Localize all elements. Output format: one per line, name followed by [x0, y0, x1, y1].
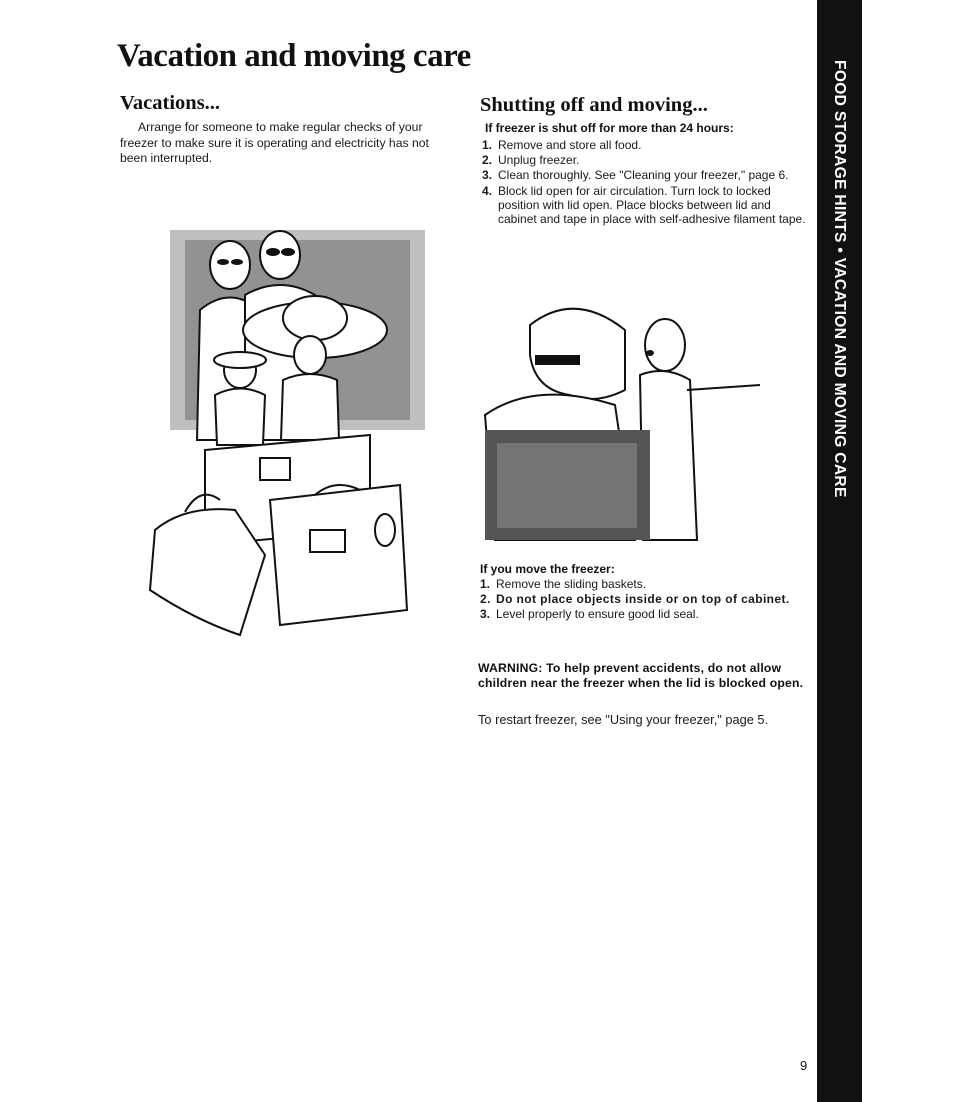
list-item: 2. Unplug freezer. [482, 153, 580, 168]
family-luggage-illustration [145, 200, 430, 640]
vacations-text: Arrange for someone to make regular checks of your freezer to make sure it is operating and electricity has not been interrupted. [120, 120, 429, 165]
page-title: Vacation and moving care [117, 38, 471, 74]
warning-text: WARNING: To help prevent accidents, do not allow children near the freezer when the lid is blocked open. [478, 661, 804, 690]
list-item: 4. Block lid open for air circulation. Turn lock to locked position with lid open. Place blocks between lid and cabinet and tape in place with self-adhesive filament tape. [482, 183, 806, 227]
side-tab [817, 0, 862, 1102]
vacations-heading: Vacations... [120, 92, 221, 114]
list-item: 1. Remove the sliding baskets. [480, 577, 647, 591]
movers-illustration [475, 295, 765, 545]
shutting-heading: Shutting off and moving... [480, 94, 708, 116]
moving-lead: If you move the freezer: [480, 562, 615, 576]
list-item: 3. Level properly to ensure good lid seal. [480, 607, 699, 622]
shutting-steps [480, 138, 812, 227]
list-item: 3. Clean thoroughly. See "Cleaning your freezer," page 6. [482, 168, 789, 183]
list-item: 2. Do not place objects inside or on top of cabinet. [480, 592, 790, 607]
side-tab-label: FOOD STORAGE HINTS • VACATION AND MOVING CARE [831, 60, 848, 498]
shutting-lead: If freezer is shut off for more than 24 hours: [485, 121, 734, 135]
list-item: 1. Remove and store all food. [482, 138, 642, 152]
moving-steps [478, 577, 812, 623]
restart-text: To restart freezer, see "Using your freezer," page 5. [478, 712, 769, 727]
page-number: 9 [800, 1058, 808, 1073]
